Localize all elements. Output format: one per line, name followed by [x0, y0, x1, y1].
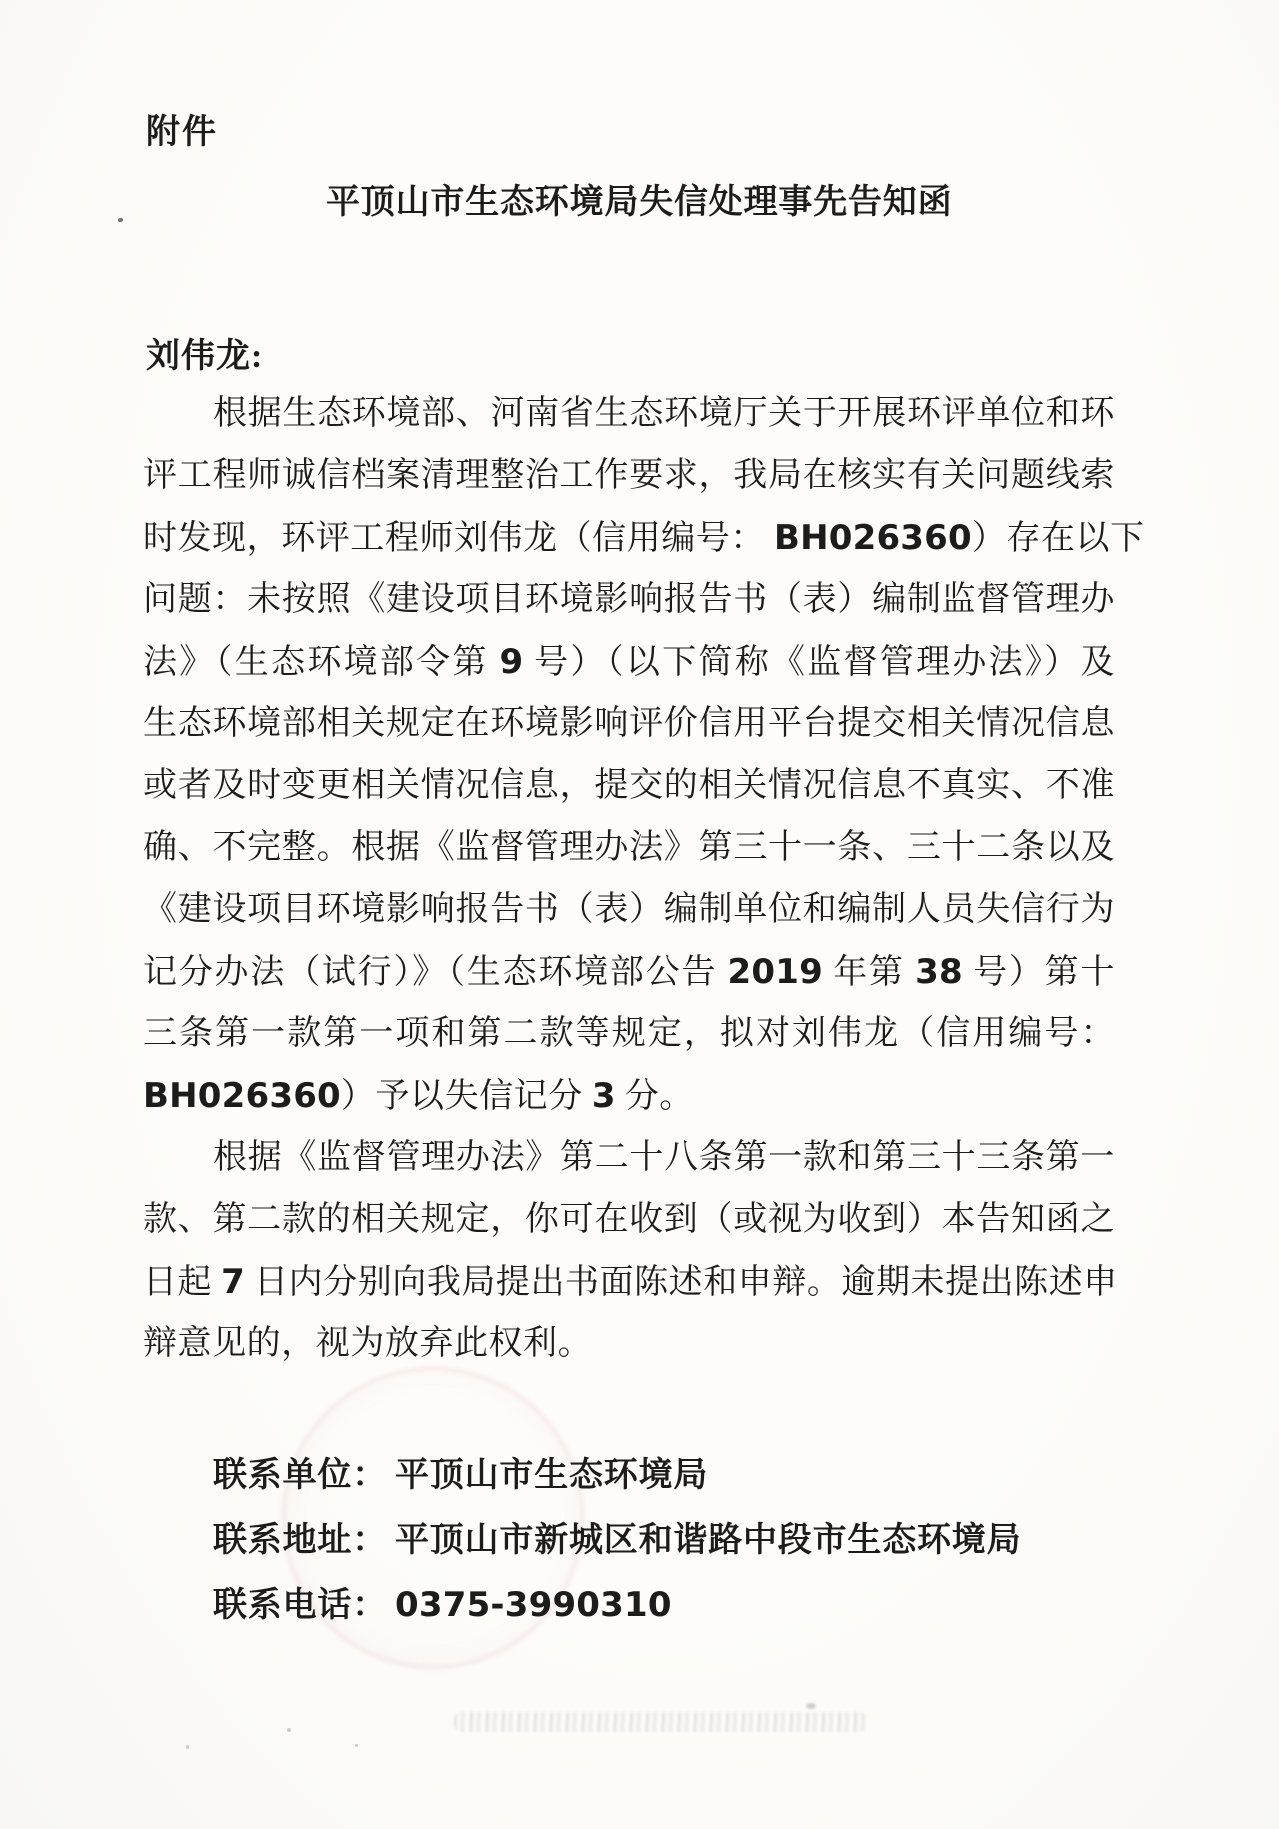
paragraph-1-line: 评工程师诚信档案清理整治工作要求，我局在核实有关问题线索: [143, 457, 1115, 494]
contact-phone-row: [213, 1573, 1021, 1638]
paragraph-2-line: 根据《监督管理办法》第二十八条第一款和第三十三条第一: [213, 1139, 1115, 1176]
paragraph-1-line: 生态环境部相关规定在环境影响评价信用平台提交相关情况信息: [143, 705, 1115, 742]
scan-speck-artifact: [806, 1703, 816, 1709]
contact-phone-value: 0375-3990310: [395, 1585, 672, 1625]
paragraph-2-line: 款、第二款的相关规定，你可在收到（或视为收到）本告知函之: [143, 1201, 1115, 1238]
paragraph-1-line: 问题：未按照《建设项目环境影响报告书（表）编制监督管理办: [143, 581, 1115, 618]
paragraph-1-line: 确、不完整。根据《监督管理办法》第三十一条、三十二条以及: [143, 829, 1115, 866]
paragraph-1-line: 法》（生态环境部令第 9 号）（以下简称《监督管理办法》）及: [143, 642, 1115, 682]
contact-address-row: [213, 1508, 1021, 1573]
paragraph-1-line: 记分办法（试行）》（生态环境部公告 2019 年第 38 号）第十: [143, 952, 1115, 992]
scan-dot-artifact: [117, 217, 123, 222]
salutation: 刘伟龙:: [146, 338, 264, 375]
scan-speck-artifact: [186, 1745, 189, 1749]
attachment-label: 附件: [146, 114, 218, 151]
document-title: 平顶山市生态环境局失信处理事先告知函: [326, 184, 953, 221]
paragraph-1-line: 根据生态环境部、河南省生态环境厅关于开展环评单位和环: [213, 395, 1115, 432]
scan-speck-artifact: [287, 1728, 291, 1732]
paragraph-2-line: 日起 7 日内分别向我局提出书面陈述和申辩。逾期未提出陈述申: [143, 1262, 1118, 1302]
paragraph-1: [143, 383, 1145, 1127]
scan-speckle-artifact: [454, 1712, 868, 1732]
paragraph-2-line: 辩意见的，视为放弃此权利。: [143, 1325, 593, 1362]
contact-phone-label: 联系电话：: [213, 1587, 387, 1624]
paragraph-1-line: 《建设项目环境影响报告书（表）编制单位和编制人员失信行为: [143, 891, 1115, 928]
paragraph-1-line: BH026360）予以失信记分 3 分。: [143, 1076, 694, 1116]
paragraph-1-line: 时发现，环评工程师刘伟龙（信用编号： BH026360）存在以下: [143, 518, 1145, 558]
paragraph-1-line: 三条第一款第一项和第二款等规定，拟对刘伟龙（信用编号：: [143, 1015, 1115, 1052]
contact-unit-value: 平顶山市生态环境局: [395, 1457, 709, 1494]
contact-block: [213, 1443, 1021, 1638]
contact-unit-row: [213, 1443, 1021, 1508]
scan-speck-artifact: [355, 1744, 358, 1747]
contact-address-value: 平顶山市新城区和谐路中段市生态环境局: [395, 1522, 1022, 1559]
paragraph-2: [143, 1127, 1118, 1375]
contact-unit-label: 联系单位：: [213, 1457, 387, 1494]
contact-address-label: 联系地址：: [213, 1522, 387, 1559]
paragraph-1-line: 或者及时变更相关情况信息，提交的相关情况信息不真实、不准: [143, 767, 1115, 804]
